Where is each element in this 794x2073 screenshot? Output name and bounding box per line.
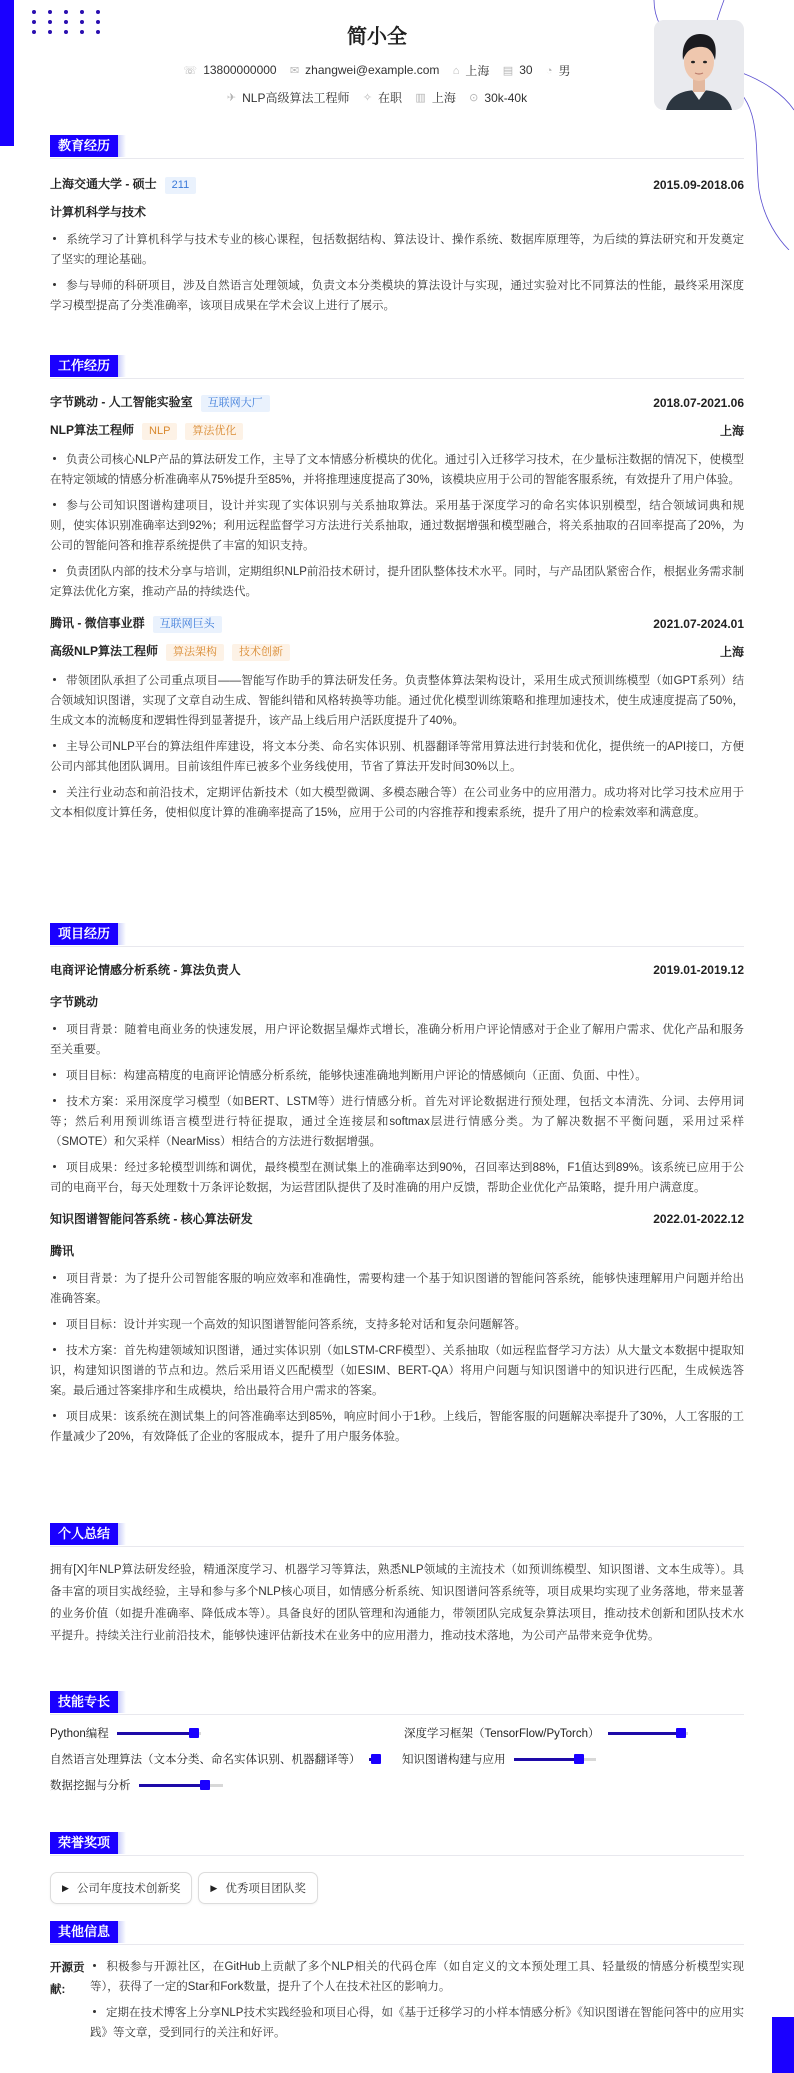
triangle-right-icon: ▶ xyxy=(62,1882,69,1893)
position-tag: 技术创新 xyxy=(232,644,290,661)
salary-item: ⊙ 30k-40k xyxy=(469,90,528,105)
section-title: 其他信息 xyxy=(50,1921,118,1943)
project-name: 知识图谱智能问答系统 - 核心算法研发 xyxy=(50,1212,253,1226)
list-item: 项目目标：构建高精度的电商评论情感分析系统，能够快速准确地判断用户评论的情感倾向（正面、负面、中性）。 xyxy=(50,1066,744,1086)
list-item: 积极参与开源社区，在GitHub上贡献了多个NLP相关的代码仓库（如自定义的文本预处理工具、轻量级的情感分析模型实现等），获得了一定的Star和Fork数量，提升了个人在技术社区的影响力。 xyxy=(90,1961,744,1993)
skill-level-knob xyxy=(574,1754,584,1764)
mail-icon: ✉ xyxy=(289,64,300,77)
project-date: 2019.01-2019.12 xyxy=(653,962,744,977)
section-header xyxy=(50,1523,744,1547)
section-title: 技能专长 xyxy=(50,1691,118,1713)
contact-info-row xyxy=(0,62,754,79)
position-tag: 算法优化 xyxy=(185,423,243,440)
section-header xyxy=(50,355,744,379)
school-tag: 211 xyxy=(165,177,197,194)
salary-icon: ⊙ xyxy=(469,92,479,104)
project-company: 字节跳动 xyxy=(50,995,99,1009)
section-education xyxy=(50,135,744,322)
triangle-right-icon: ▶ xyxy=(210,1882,218,1893)
work-date: 2018.07-2021.06 xyxy=(653,395,744,410)
section-title: 个人总结 xyxy=(50,1523,118,1545)
project-bullets xyxy=(50,1269,744,1447)
skill-item xyxy=(50,1725,201,1741)
skill-name: 自然语言处理算法（文本分类、命名实体识别、机器翻译等） xyxy=(50,1754,361,1766)
age-item: ▤ 30 xyxy=(502,63,533,77)
work-bullets xyxy=(50,450,744,602)
section-other xyxy=(50,1921,744,2049)
skill-name: 深度学习框架（TensorFlow/PyTorch） xyxy=(404,1728,600,1740)
skill-item xyxy=(404,1725,688,1741)
home-icon: ⌂ xyxy=(452,64,460,77)
skill-level-bar xyxy=(117,1732,201,1735)
section-projects xyxy=(50,923,744,1453)
award-item: ▶ 优秀项目团队奖 xyxy=(198,1872,317,1904)
skill-level-knob xyxy=(676,1728,686,1738)
other-bullets xyxy=(90,1957,744,2049)
position-title: NLP算法工程师 xyxy=(50,423,135,437)
section-header xyxy=(50,1691,744,1715)
project-date: 2022.01-2022.12 xyxy=(653,1211,744,1226)
company-name: 字节跳动 - 人工智能实验室 xyxy=(50,395,193,409)
education-bullets xyxy=(50,230,744,316)
project-company: 腾讯 xyxy=(50,1244,75,1258)
phone-icon: ☏ xyxy=(183,64,198,77)
skills-list xyxy=(50,1715,744,1815)
awards-list xyxy=(50,1872,744,1904)
education-date: 2015.09-2018.06 xyxy=(653,177,744,192)
skill-name: 知识图谱构建与应用 xyxy=(402,1754,506,1766)
skill-level-bar xyxy=(369,1758,379,1761)
list-item: 关注行业动态和前沿技术，定期评估新技术（如大模型微调、多模态融合等）在公司业务中的应用潜力。成功将对比学习技术应用于文本相似度计算任务，使相似度计算的准确率提高了15%，应用于公司的内容推荐和搜索系统，提升了用户的检索效率和满意度。 xyxy=(50,787,744,819)
list-item: 定期在技术博客上分享NLP技术实践经验和项目心得，如《基于迁移学习的小样本情感分析》《知识图谱在智能问答中的应用实践》等文章，受到同行的关注和好评。 xyxy=(90,2007,744,2039)
list-item: 主导公司NLP平台的算法组件库建设，将文本分类、命名实体识别、机器翻译等常用算法进行封装和优化，提供统一的API接口，方便公司内部其他团队调用。目前该组件库已被多个业务线使用，节省了算法开发时间30%以上。 xyxy=(50,741,744,773)
award-item: ▶ 公司年度技术创新奖 xyxy=(50,1872,192,1904)
section-awards xyxy=(50,1832,744,1904)
section-summary xyxy=(50,1523,744,1647)
list-item: 参与公司知识图谱构建项目，设计并实现了实体识别与关系抽取算法。采用基于深度学习的命名实体识别模型，结合领域词典和规则，使实体识别准确率达到92%；利用远程监督学习方法进行关系抽取，通过数据增强和模型融合，将关系抽取的召回率提高了20%，为公司的智能问答和推荐系统提供了丰富的知识支持。 xyxy=(50,500,744,552)
list-item: 参与导师的科研项目，涉及自然语言处理领域，负责文本分类模块的算法设计与实现，通过实验对比不同算法的性能，最终采用深度学习模型提高了分类准确率，该项目成果在学术会议上进行了展示。 xyxy=(50,280,744,312)
work-bullets xyxy=(50,671,744,823)
skill-level-knob xyxy=(371,1754,381,1764)
section-header xyxy=(50,135,744,159)
project-name: 电商评论情感分析系统 - 算法负责人 xyxy=(50,963,241,977)
work-city: 上海 xyxy=(719,424,744,438)
skill-level-bar xyxy=(139,1784,223,1787)
section-title: 荣誉奖项 xyxy=(50,1832,118,1854)
list-item: 项目成果：经过多轮模型训练和调优，最终模型在测试集上的准确率达到90%，召回率达到88%，F1值达到89%。该系统已应用于公司的电商平台，每天处理数十万条评论数据，为运营团队提供了及时准确的用户反馈，帮助企业优化产品策略，提升用户满意度。 xyxy=(50,1162,744,1194)
list-item: 技术方案：采用深度学习模型（如BERT、LSTM等）进行情感分析。首先对评论数据进行预处理，包括文本清洗、分词、去停用词等；然后利用预训练语言模型进行特征提取，通过全连接层和softmax层进行情感分类。为了解决数据不平衡问题，采用过采样（SMOTE）和欠采样（NearMiss）相结合的方法进行数据增强。 xyxy=(50,1096,744,1148)
company-tag: 互联网大厂 xyxy=(201,395,270,412)
position-tag: NLP xyxy=(142,423,177,440)
age-icon: ▤ xyxy=(502,64,514,77)
job-status-item: ✧ 在职 xyxy=(362,91,403,105)
list-item: 负责公司核心NLP产品的算法研发工作，主导了文本情感分析模块的优化。通过引入迁移学习技术，在少量标注数据的情况下，使模型在特定领域的情感分析准确率从75%提升至85%，并将推理速度提高了30%，该模块应用于公司的智能客服系统，有效提升了用户体验。 xyxy=(50,454,744,486)
avatar xyxy=(654,20,744,110)
work-date: 2021.07-2024.01 xyxy=(653,616,744,631)
skill-item xyxy=(50,1777,223,1793)
project-item-header xyxy=(50,1210,744,1227)
skill-level-bar xyxy=(514,1758,596,1761)
position-title: 高级NLP算法工程师 xyxy=(50,644,159,658)
skill-level-knob xyxy=(189,1728,199,1738)
target-city-item: ▥ 上海 xyxy=(415,91,456,105)
section-title: 工作经历 xyxy=(50,355,118,377)
job-target-icon: ✈ xyxy=(226,92,237,104)
city-icon: ▥ xyxy=(415,92,426,104)
summary-text: 拥有[X]年NLP算法研发经验，精通深度学习、机器学习等算法，熟悉NLP领域的主流技术（如预训练模型、知识图谱、文本生成等）。具备丰富的项目实战经验，主导和参与多个NLP核心项目，如情感分析系统、知识图谱问答系统等，项目成果均实现了业务落地，带来显著的业务价值（如提升准确率、降低成本等）。具备良好的团队管理和沟通能力，带领团队完成复杂算法项目，推动技术创新和团队技术水平提升。持续关注行业前沿技术，能够快速评估新技术在业务中的应用潜力，推动技术落地，为公司产品带来竞争优势。 xyxy=(50,1564,744,1642)
work-position-row xyxy=(50,642,744,661)
job-intent-row xyxy=(0,89,754,106)
education-item-header xyxy=(50,175,744,194)
school-name: 上海交通大学 - 硕士 xyxy=(50,177,157,191)
section-header xyxy=(50,923,744,947)
work-position-row xyxy=(50,421,744,440)
skill-item xyxy=(50,1751,379,1767)
project-bullets xyxy=(50,1020,744,1198)
list-item: 项目成果：该系统在测试集上的问答准确率达到85%，响应时间小于1秒。上线后，智能客服的问题解决率提升了30%，人工客服的工作量减少了20%，有效降低了企业的客服成本，提升了用户服务体验。 xyxy=(50,1411,744,1443)
status-icon: ✧ xyxy=(362,92,373,104)
section-header xyxy=(50,1921,744,1945)
section-work xyxy=(50,355,744,829)
avatar-portrait-icon xyxy=(654,20,744,110)
work-city: 上海 xyxy=(719,645,744,659)
open-source-label: 开源贡献: xyxy=(50,1962,85,1996)
location-item: ⌂ 上海 xyxy=(452,64,490,78)
email-item[interactable]: ✉ zhangwei@example.com xyxy=(289,63,440,77)
company-name: 腾讯 - 微信事业群 xyxy=(50,616,145,630)
section-title: 项目经历 xyxy=(50,923,118,945)
project-item-header xyxy=(50,961,744,978)
list-item: 带领团队承担了公司重点项目——智能写作助手的算法研发任务。负责整体算法架构设计，采用生成式预训练模型（如GPT系列）结合领域知识图谱，实现了文章自动生成、智能纠错和风格转换等功能。通过优化模型训练策略和推理加速技术，使生成速度提高了50%，生成文本的流畅度和逻辑性得到显著提升，该产品上线后用户活跃度提升了40%。 xyxy=(50,675,744,727)
accent-bar-bottom-right xyxy=(772,2017,794,2073)
skill-name: 数据挖掘与分析 xyxy=(50,1780,131,1792)
list-item: 项目背景：随着电商业务的快速发展，用户评论数据呈爆炸式增长，准确分析用户评论情感对于企业了解用户需求、优化产品和服务至关重要。 xyxy=(50,1024,744,1056)
position-tag: 算法架构 xyxy=(166,644,224,661)
candidate-name: 简小全 xyxy=(347,26,407,48)
phone-item: ☏ 13800000000 xyxy=(183,63,277,77)
section-title: 教育经历 xyxy=(50,135,118,157)
list-item: 系统学习了计算机科学与技术专业的核心课程，包括数据结构、算法设计、操作系统、数据库原理等，为后续的算法研究和开发奠定了坚实的理论基础。 xyxy=(50,234,744,266)
work-item-header xyxy=(50,393,744,412)
list-item: 项目目标：设计并实现一个高效的知识图谱智能问答系统，支持多轮对话和复杂问题解答。 xyxy=(50,1315,744,1335)
company-tag: 互联网巨头 xyxy=(153,616,222,633)
gender-item: ◔ 男 xyxy=(545,64,571,78)
major: 计算机科学与技术 xyxy=(50,205,147,219)
list-item: 技术方案：首先构建领域知识图谱，通过实体识别（如LSTM-CRF模型）、关系抽取（如远程监督学习方法）从大量文本数据中提取知识，构建知识图谱的节点和边。然后采用语义匹配模型（如ESIM、BERT-QA）将用户问题与知识图谱中的知识进行匹配，生成候选答案。最后通过答案排序和生成模块，给出最符合用户需求的答案。 xyxy=(50,1345,744,1397)
list-item: 项目背景：为了提升公司智能客服的响应效率和准确性，需要构建一个基于知识图谱的智能问答系统，能够快速理解用户问题并给出准确答案。 xyxy=(50,1273,744,1305)
list-item: 负责团队内部的技术分享与培训，定期组织NLP前沿技术研讨，提升团队整体技术水平。同时，与产品团队紧密合作，根据业务需求制定算法优化方案，推动产品的持续迭代。 xyxy=(50,566,744,598)
skill-name: Python编程 xyxy=(50,1728,109,1740)
open-source-row xyxy=(50,1957,744,2049)
section-header xyxy=(50,1832,744,1856)
gender-icon: ◔ xyxy=(545,64,553,77)
section-skills xyxy=(50,1691,744,1815)
skill-level-knob xyxy=(200,1780,210,1790)
work-item-header xyxy=(50,614,744,633)
target-position-item: ✈ NLP高级算法工程师 xyxy=(226,91,350,105)
skill-item xyxy=(402,1751,596,1767)
skill-level-bar xyxy=(608,1732,688,1735)
resume-header xyxy=(0,0,794,130)
